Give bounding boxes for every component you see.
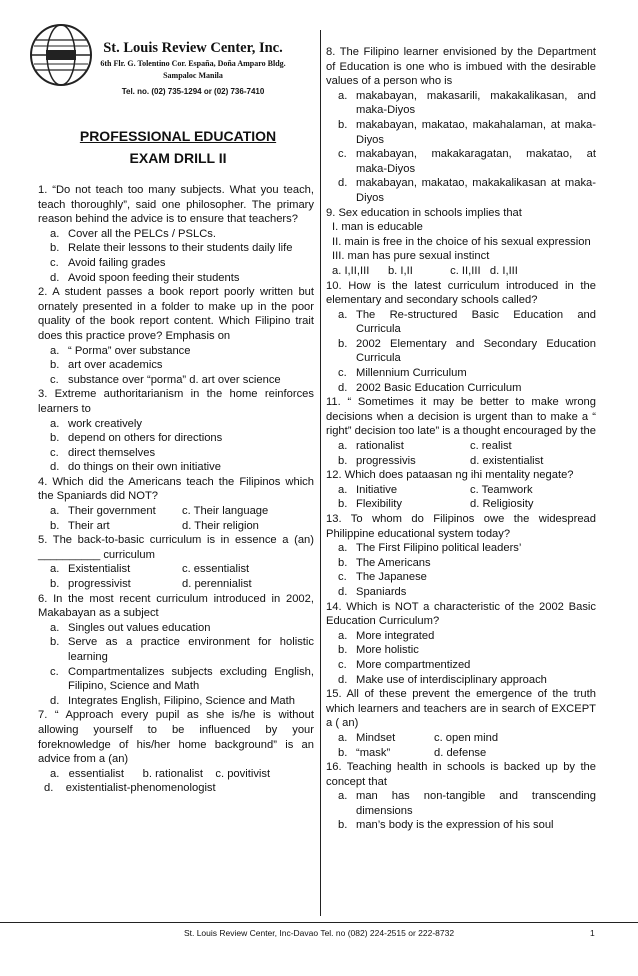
option-c: c. More compartmentized <box>338 658 471 671</box>
option-b: b. Serve as a practice environment for holistic learning <box>50 636 314 663</box>
question-2 <box>38 285 314 387</box>
option-d: d. Avoid spoon feeding their students <box>50 271 240 284</box>
exam-title: PROFESSIONAL EDUCATION <box>79 128 277 144</box>
question-stem: 14. Which is NOT a characteristic of the 2002 Basic Education Curriculum? <box>326 600 596 628</box>
option-a: a. The First Filipino political leaders’ <box>338 542 522 555</box>
option-b: b. depend on others for directions <box>50 432 223 445</box>
option-a: a. Singles out values education <box>50 621 211 634</box>
exam-subtitle: EXAM DRILL II <box>129 150 227 166</box>
page-number: 1 <box>590 928 595 938</box>
option-d: d. Spaniards <box>338 585 407 598</box>
option-a: a. man has non-tangible and transcending dimensions <box>338 790 596 817</box>
option-d: d. do things on their own initiative <box>50 461 221 474</box>
question-3 <box>38 387 314 475</box>
option-d: d. existentialist-phenomenologist <box>44 782 216 795</box>
center-name: St. Louis Review Center, Inc. <box>103 40 283 56</box>
question-8 <box>326 45 596 206</box>
left-column <box>38 183 314 796</box>
question-stem: 7. “ Approach every pupil as she is/he is without allowing yourself to be influenced by your foreknowledge of his/her home background” is an advice from a (an) <box>38 709 314 766</box>
question-9 <box>326 206 596 279</box>
question-4 <box>38 475 314 533</box>
option-row-bd: b. Their art d. Their religion <box>50 519 259 532</box>
question-stem: 1. “Do not teach too many subjects. What you teach, teach thoroughly”, said one philosopher. The primary reason behind the advice is to ensure that teachers? <box>38 184 314 226</box>
option-c: c. direct themselves <box>50 446 156 459</box>
answer-choices: a. I,II,III b. I,II c. II,III d. I,III <box>332 264 518 277</box>
question-6 <box>38 592 314 709</box>
footer-text: St. Louis Review Center, Inc-Davao Tel. no (082) 224-2515 or 222-8732 <box>183 928 455 938</box>
option-a: a. Cover all the PELCs / PSLCs. <box>50 227 216 240</box>
option-c: c. Avoid failing grades <box>50 256 166 269</box>
question-stem: 13. To whom do Filipinos owe the widespread Philippine educational system today? <box>326 513 596 540</box>
question-stem: 15. All of these prevent the emergence of the truth which learners and teachers are in search of EXCEPT a ( an) <box>326 688 596 730</box>
option-a: a. “ Porma” over substance <box>50 344 191 357</box>
question-stem: 12. Which does pataasan ng ihi mentality negate? <box>326 469 574 482</box>
question-stem: 11. “ Sometimes it may be better to make wrong decisions when a decision is urgent than to make a “ right” decision too late” is a thought encouraged by the <box>326 396 596 438</box>
question-stem: 5. The back-to-basic curriculum is in essence a (an) __________ curriculum <box>38 534 314 561</box>
header-block <box>84 40 302 96</box>
option-row-ac: a. Their government c. Their language <box>50 505 269 518</box>
option-b: b. More holistic <box>338 644 419 657</box>
column-divider <box>320 30 321 916</box>
option-c: c. makabayan, makakaragatan, makatao, at maka-Diyos <box>338 148 596 175</box>
question-7 <box>38 708 314 796</box>
question-stem: 9. Sex education in schools implies that <box>326 206 522 219</box>
option-a: a. makabayan, makasarili, makakalikasan, and maka-Diyos <box>338 89 596 117</box>
option-c: c. The Japanese <box>338 571 427 584</box>
option-row-bd: b. progressivis d. existentialist <box>338 454 544 467</box>
option-a: a. More integrated <box>338 629 435 642</box>
question-1 <box>38 183 314 285</box>
option-a: a. work creatively <box>50 417 142 430</box>
footer-rule <box>0 922 638 923</box>
telephone: Tel. no. (02) 735-1294 or (02) 736-7410 <box>121 87 265 96</box>
option-b: b. makabayan, makatao, makahalaman, at maka-Diyos <box>338 118 596 146</box>
option-row-bd: b. progressivist d. perennialist <box>50 578 252 591</box>
question-10 <box>326 279 596 396</box>
option-c: c. substance over “porma” d. art over science <box>50 373 281 386</box>
question-stem: 6. In the most recent curriculum introduced in 2002, Makabayan as a subject <box>38 592 314 620</box>
option-d: d. makabayan, makatao, makakalikasan at maka-Diyos <box>338 177 596 204</box>
question-13 <box>326 512 596 600</box>
question-stem: 8. The Filipino learner envisioned by the Department of Education is one who is imbued with the desirable values of a person who is <box>326 46 596 88</box>
question-12 <box>326 468 596 512</box>
question-16 <box>326 760 596 833</box>
option-row-abc: a. essentialist b. rationalist c. povitivist <box>50 767 271 780</box>
option-row-ac: a. Existentialist c. essentialist <box>50 563 250 576</box>
question-5 <box>38 533 314 591</box>
option-row-bd: b. “mask” d. defense <box>338 746 487 759</box>
question-15 <box>326 687 596 760</box>
option-b: b. art over academics <box>50 359 163 372</box>
question-14 <box>326 600 596 688</box>
question-stem: 4. Which did the Americans teach the Filipinos which the Spaniards did NOT? <box>38 475 314 503</box>
option-c: c. Millennium Curriculum <box>338 367 467 380</box>
option-b: b. Relate their lessons to their students daily life <box>50 242 293 255</box>
question-11 <box>326 395 596 468</box>
option-d: d. Integrates English, Filipino, Science and Math <box>50 694 295 707</box>
option-d: d. 2002 Basic Education Curriculum <box>338 381 522 394</box>
right-column <box>326 45 596 833</box>
option-row-bd: b. Flexibility d. Religiosity <box>338 498 534 511</box>
option-a: a. The Re-structured Basic Education and Curricula <box>338 308 596 336</box>
address-line-2: Sampaloc Manila <box>163 71 223 80</box>
statement-iii: III. man has pure sexual instinct <box>332 250 490 263</box>
question-stem: 3. Extreme authoritarianism in the home reinforces learners to <box>38 388 314 415</box>
option-row-ac: a. Initiative c. Teamwork <box>338 483 533 496</box>
statement-i: I. man is educable <box>332 221 423 234</box>
option-row-ac: a. Mindset c. open mind <box>338 731 499 744</box>
option-b: b. The Americans <box>338 556 431 569</box>
question-stem: 2. A student passes a book report poorly written but ornately presented in a folder to make up in the poor quality of the book report content. Which Filipino trait does this practice prove? Emphasis on <box>38 286 314 342</box>
option-c: c. Compartmentalizes subjects excluding English, Filipino, Science and Math <box>50 665 314 693</box>
option-b: b. man’s body is the expression of his soul <box>338 819 554 832</box>
option-d: d. Make use of interdisciplinary approach <box>338 673 547 686</box>
address-line-1: 6th Flr. G. Tolentino Cor. España, Doña Amparo Bldg. <box>100 59 286 68</box>
statement-ii: II. main is free in the choice of his sexual expression <box>332 235 591 248</box>
option-row-ac: a. rationalist c. realist <box>338 440 512 453</box>
question-stem: 16. Teaching health in schools is backed up by the concept that <box>326 761 596 788</box>
question-stem: 10. How is the latest curriculum introduced in the elementary and secondary schools called? <box>326 279 596 307</box>
option-b: b. 2002 Elementary and Secondary Education Curricula <box>338 337 596 365</box>
